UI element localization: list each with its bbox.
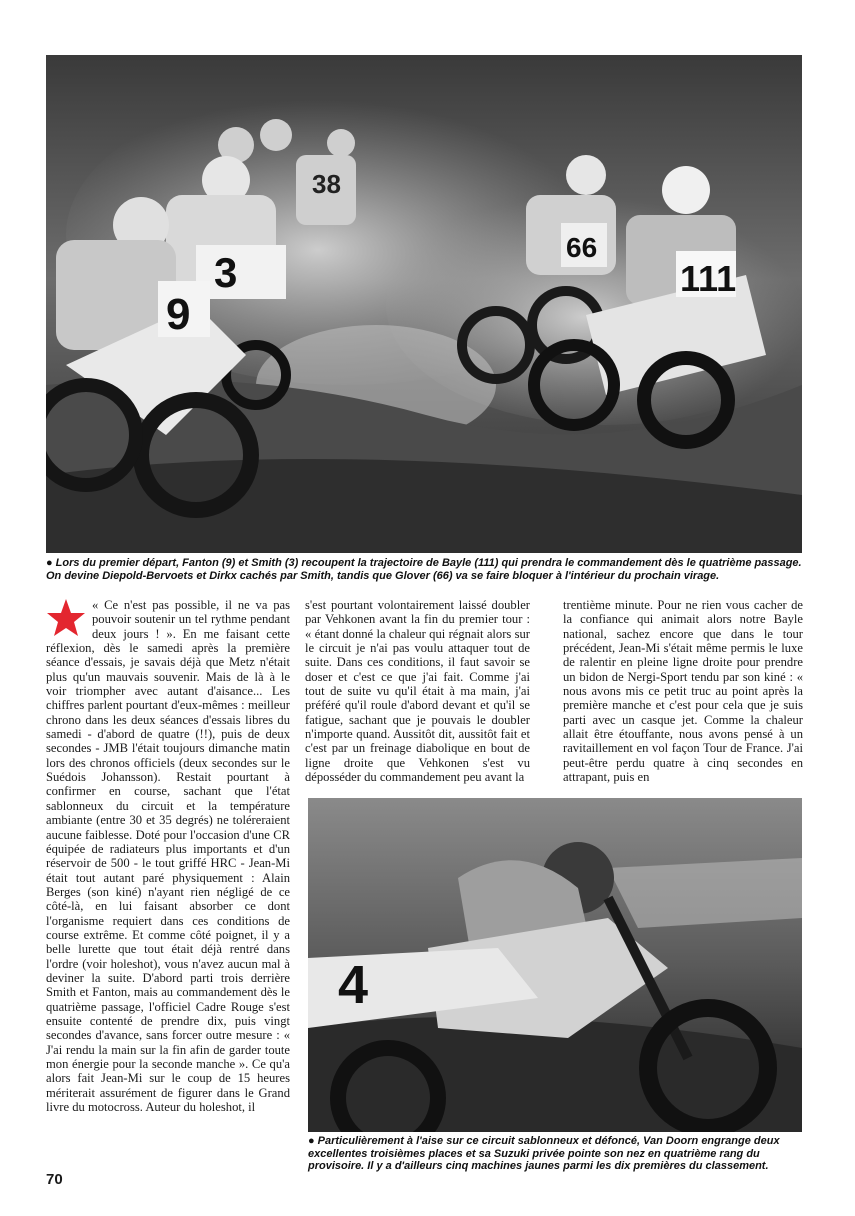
red-star-icon: [46, 598, 86, 638]
column-1-text: « Ce n'est pas possible, il ne va pas pouvoir soutenir un tel rythme pendant deux jours ! ». En me faisant cette réflexion, dès le samedi après la première séance d'essais, je savais déjà que Metz n'était plus qu'un mauvais souvenir. Mais de là à le voir triompher avec autant d'aisance... Les chiffres parlent pourtant d'eux-mêmes : meilleur chrono dans les deux séances d'essais libres du samedi - d'abord de quatre (!!), puis de deux secondes - JMB l'était toujours dimanche matin lors des chronos officiels (deux secondes sur le Suédois Johansson). Restait pourtant à confirmer en course, sachant que l'état sablonneux du circuit et la température ambiante (entre 30 et 35 degrés) ne toléreraient aucune faiblesse. Doté pour l'occasion d'une CR équipée de radiateurs plus importants et d'un réservoir de 500 - le tout griffé HRC - Jean-Mi était tout autant paré physiquement : Alain Berges (son kiné) n'ayant rien négligé de ce côté-là, en lui faisant absorber ce dont l'organisme requiert dans ces conditions de course extrême. Et comme côté poignet, il y a belle lurette que tout était déjà rentré dans l'ordre (voir holeshot), vous n'avez aucun mal à deviner la suite. D'abord parti trois derrière Smith et Fanton, mais au commandement dès le quatrième passage, l'officiel Cadre Rouge s'est ensuite contenté de prendre dix, puis vingt secondes d'avance, sans forcer outre mesure : « J'ai rendu la main sur la fin afin de garder toute mon énergie pour la seconde manche ». Ce qu'a alors fait Jean-Mi sur le coup de 15 heures mériterait assurément de figurer dans le Grand livre du motocross. Auteur du holeshot, il: [46, 598, 290, 1115]
top-caption-text: Lors du premier départ, Fanton (9) et Smith (3) recoupent la trajectoire de Bayle (111) qui prendra le commandement dès le quatrième passage. On devine Diepold-Bervoets et Dirkx cachés par Smith, tandis que Glover (66) va se faire bloquer à l'intérieur du prochain virage.: [46, 557, 802, 582]
glover-number: 66: [566, 232, 598, 263]
page-number: 70: [46, 1171, 63, 1188]
article-column-3: [563, 598, 803, 784]
column-3-text: trentième minute. Pour ne rien vous cacher de la confiance qui animait alors notre Bayle national, sachez encore que dans le tour précédent, Jean-Mi s'était même permis le luxe de ralentir en pleine ligne droite pour prendre un bidon de Nergi-Sport tendu par son kiné : « nous avons mis ce petit truc au point après la première manche et c'est pour cela que je suis parti avec un casque jet. Comme la chaleur allait être étouffante, nous avons pensé à un ravitaillement en vol façon Tour de France. J'ai peut-être perdu quatre à cinq secondes en attrapant, puis en: [563, 598, 803, 785]
top-motocross-photo: [46, 55, 802, 553]
fanton-number: 9: [166, 290, 191, 339]
article-column-2: [305, 598, 530, 784]
article-column-1: [46, 598, 290, 1114]
van-doorn-number: 4: [338, 955, 369, 1015]
bayle-number: 111: [680, 258, 737, 299]
caption-bullet-2: ●: [308, 1135, 315, 1147]
smith-number: 3: [214, 249, 238, 296]
bottom-photo-caption: [308, 1135, 808, 1173]
caption-bullet: ●: [46, 557, 53, 569]
column-2-text: s'est pourtant volontairement laissé doubler par Vehkonen avant la fin du premier tour : « étant donné la chaleur qui régnait alors sur le circuit je n'ai pas voulu attaquer tout de suite. Dans ces conditions, il faut savoir se doser et c'est ce que j'ai fait. Comme j'ai tout de suite vu qu'il était à ma main, j'ai préféré qu'il roule d'abord devant et qu'il se fatigue, sachant que je pouvais le doubler n'importe quand. Aussitôt dit, aussitôt fait et c'est par un freinage diabolique en bout de ligne droite que Vehkonen s'est vu déposséder du commandement peu avant la: [305, 598, 530, 785]
rear-rider-number: 38: [312, 169, 341, 199]
bottom-motocross-photo: [308, 798, 802, 1132]
top-photo-caption: [46, 557, 806, 582]
bottom-caption-text: Particulièrement à l'aise sur ce circuit sablonneux et défoncé, Van Doorn engrange deux excellentes troisièmes places et sa Suzuki privée pointe son nez en quatrième rang du provisoire. Il y a d'ailleurs cinq machines jaunes parmi les dix premières du classement.: [308, 1135, 780, 1173]
